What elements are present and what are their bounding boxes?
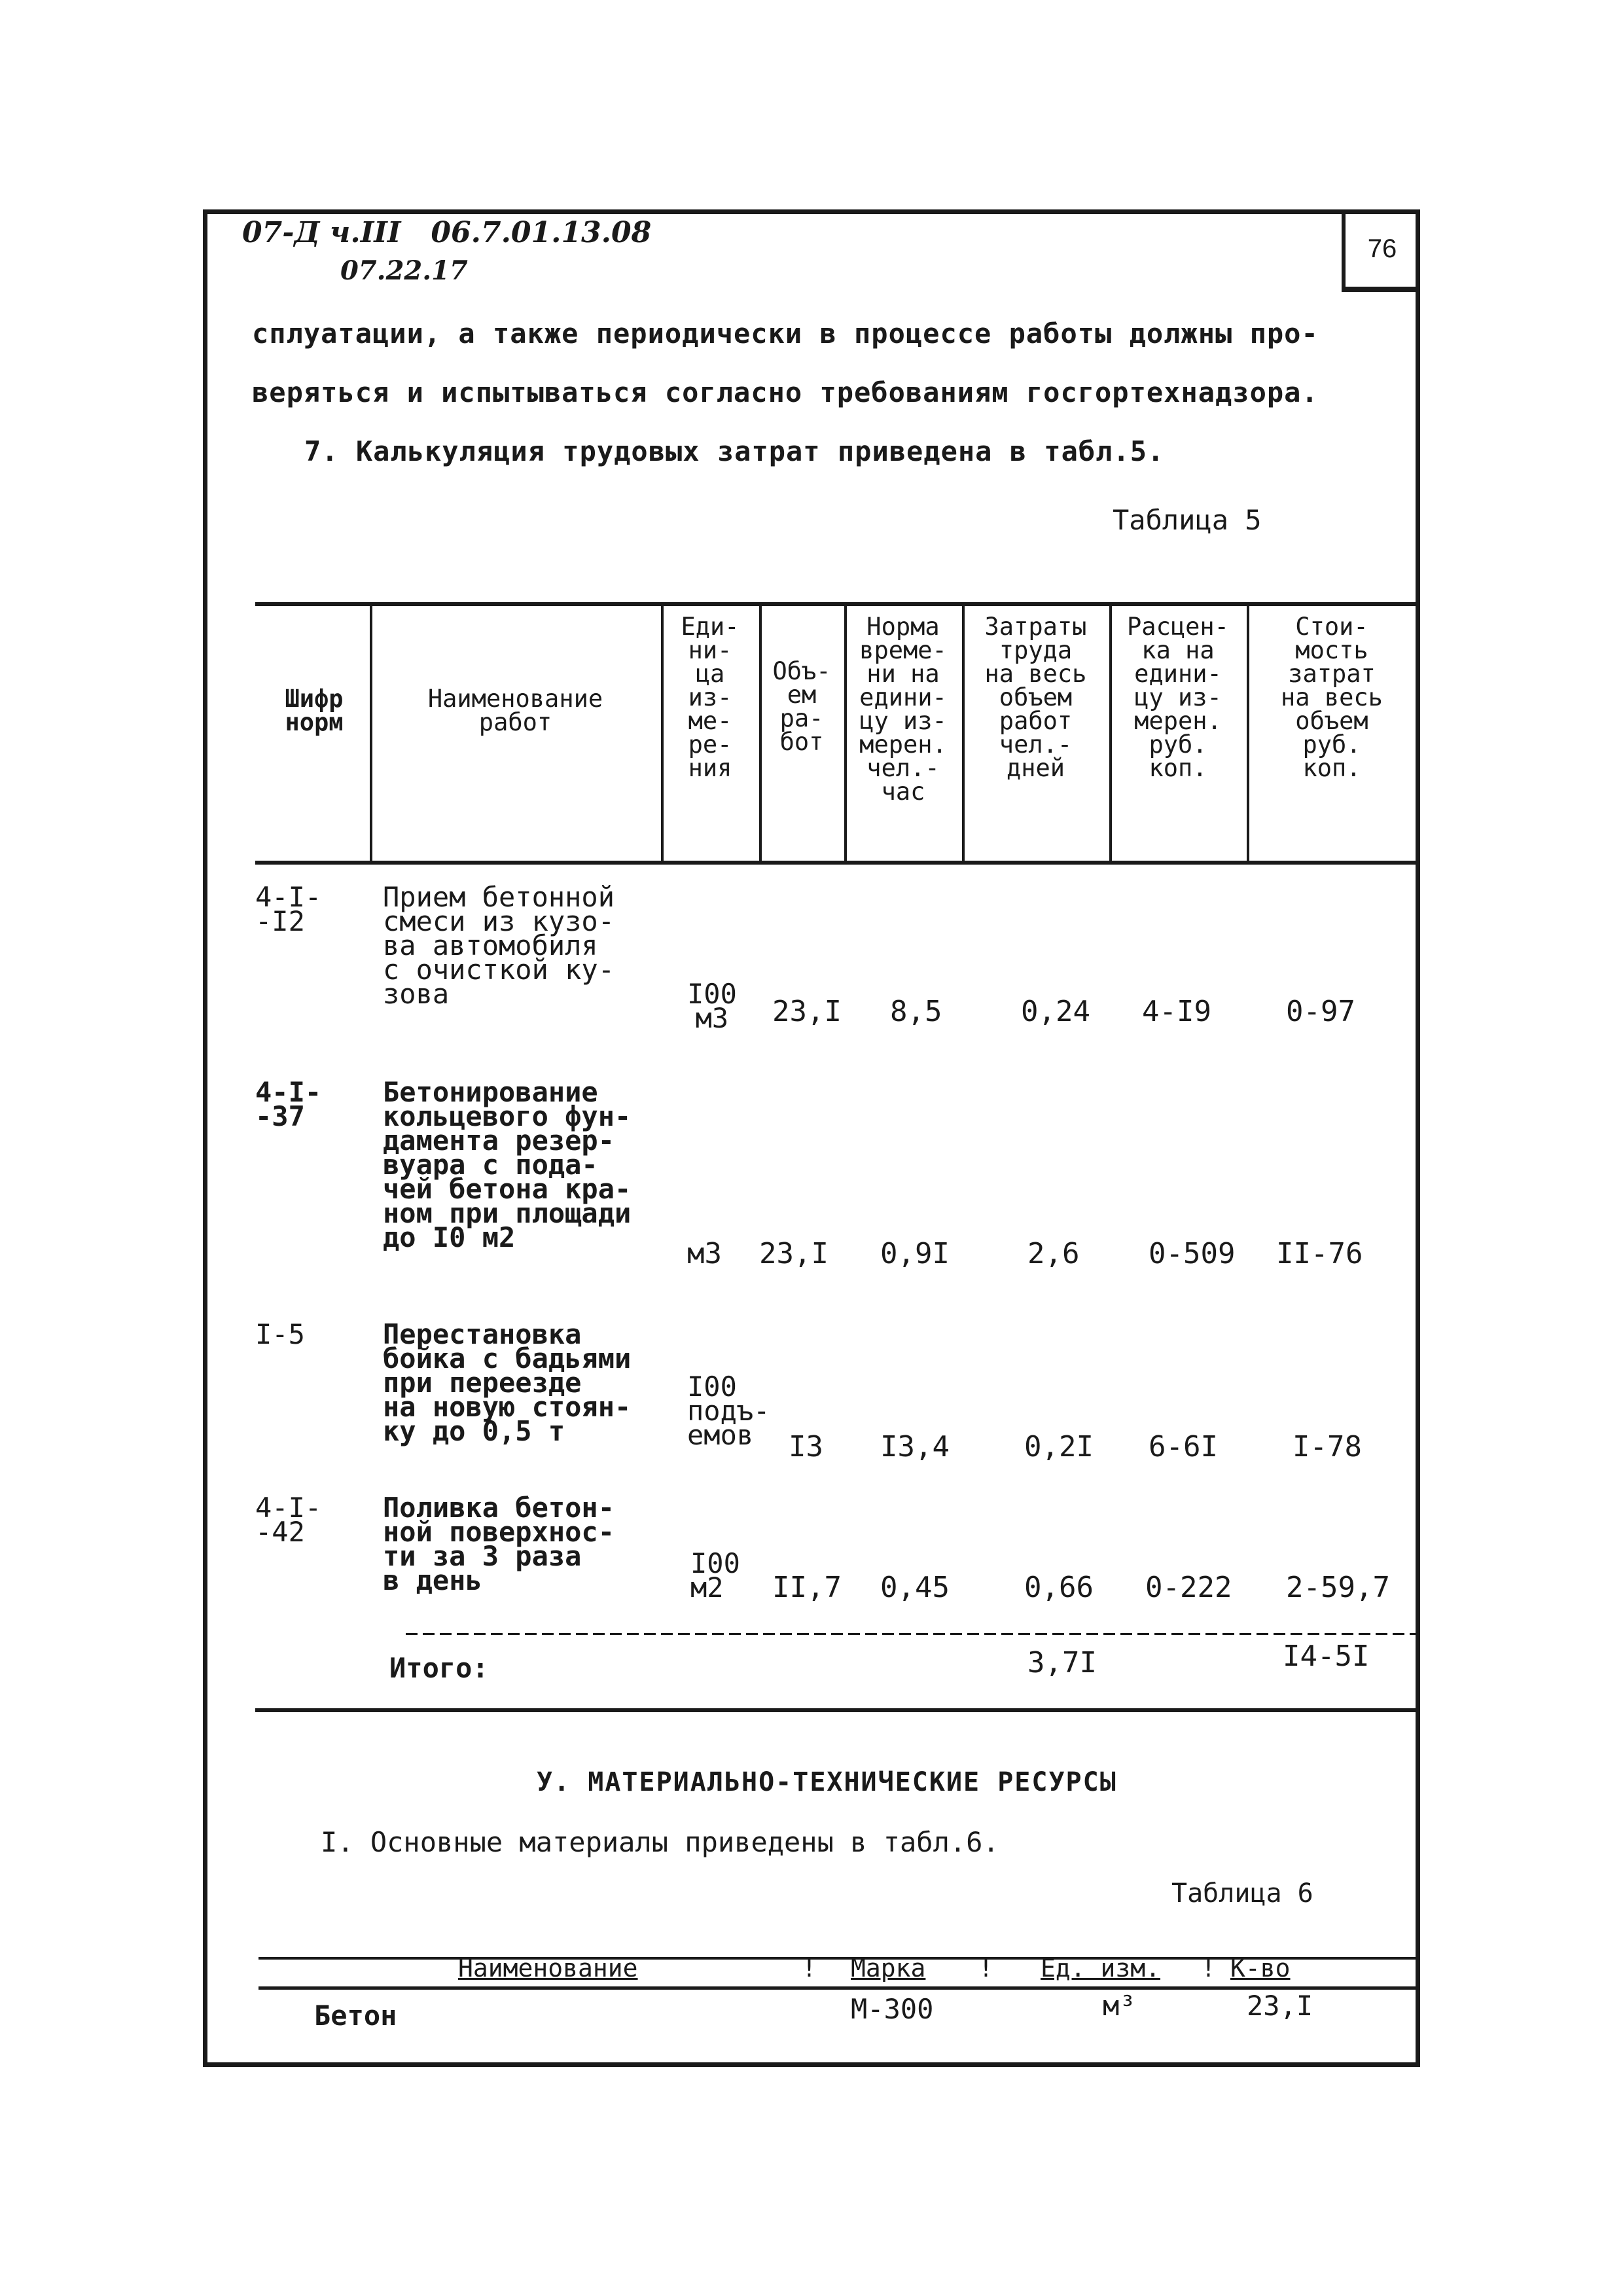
table6-cell-qty: 23,I bbox=[1247, 1990, 1313, 2022]
cell-norm: 0,45 bbox=[880, 1571, 950, 1604]
table5-caption: Таблица 5 bbox=[1113, 504, 1262, 536]
column-header-name: Наименование работ bbox=[427, 685, 603, 736]
cell-volume: 23,I bbox=[772, 995, 842, 1028]
paragraph-line-1: сплуатации, а также периодически в процессе работы должны про- bbox=[252, 317, 1319, 350]
cell-rate: 4-I9 bbox=[1142, 995, 1211, 1028]
cell-name: Перестановка бойка с бадьями при переезде на новую стоян- ку до 0,5 т bbox=[383, 1318, 632, 1447]
cell-unit: I00 м2 bbox=[690, 1547, 740, 1604]
table6-header-unit: Ед. изм. bbox=[1041, 1954, 1161, 1982]
column-header-volume: Объ- ем ра- бот bbox=[772, 657, 831, 756]
column-header-labor: Затраты труда на весь объем работ чел.- дней bbox=[984, 613, 1087, 782]
section-title: У. МАТЕРИАЛЬНО-ТЕХНИЧЕСКИЕ РЕСУРСЫ bbox=[537, 1767, 1117, 1797]
cell-unit: м3 bbox=[687, 1237, 722, 1270]
cell-cost: I-78 bbox=[1293, 1430, 1362, 1463]
document-code-secondary: 07.22.17 bbox=[340, 255, 468, 286]
page-number: 76 bbox=[1342, 211, 1419, 292]
cell-norm: I3,4 bbox=[880, 1430, 950, 1463]
cell-volume: II,7 bbox=[772, 1571, 842, 1604]
paragraph-line-3: 7. Калькуляция трудовых затрат приведена в табл.5. bbox=[304, 435, 1165, 467]
paragraph-line-2: веряться и испытываться согласно требованиям госгортехнадзора. bbox=[252, 376, 1319, 408]
section-item-1: I. Основные материалы приведены в табл.6. bbox=[321, 1826, 999, 1858]
total-labor: 3,7I bbox=[1027, 1646, 1097, 1679]
document-code: 07-Д ч.III 06.7.01.13.08 bbox=[242, 216, 652, 249]
column-header-unit: Еди- ни- ца из- ме- ре- ния bbox=[681, 613, 740, 782]
table6-cell-unit: м³ bbox=[1103, 1990, 1136, 2022]
cell-unit: I00 м3 bbox=[687, 978, 737, 1034]
column-header-norm: Норма време- ни на едини- цу из- мерен. чел.- час bbox=[859, 613, 947, 806]
cell-code: 4-I- -37 bbox=[255, 1076, 322, 1132]
cell-code: 4-I- -42 bbox=[255, 1492, 322, 1548]
table6-cell-name: Бетон bbox=[314, 2000, 397, 2032]
table6-cell-mark: М-300 bbox=[851, 1993, 934, 2025]
total-label: Итого: bbox=[389, 1652, 489, 1684]
cell-name: Прием бетонной смеси из кузо- ва автомобиля с очисткой ку- зова bbox=[383, 881, 615, 1010]
column-header-rate: Расцен- ка на едини- цу из- мерен. руб. коп. bbox=[1127, 613, 1229, 782]
cell-rate: 0-509 bbox=[1149, 1237, 1236, 1270]
cell-labor: 0,24 bbox=[1021, 995, 1090, 1028]
cell-code: 4-I- -I2 bbox=[255, 881, 322, 937]
table6-header-name: Наименование bbox=[458, 1954, 638, 1982]
column-header-cost: Стои- мость затрат на весь объем руб. коп. bbox=[1281, 613, 1383, 782]
cell-volume: I3 bbox=[789, 1430, 823, 1463]
cell-cost: 2-59,7 bbox=[1286, 1571, 1390, 1604]
cell-labor: 0,2I bbox=[1024, 1430, 1094, 1463]
cell-cost: II-76 bbox=[1276, 1237, 1363, 1270]
cell-norm: 8,5 bbox=[890, 995, 942, 1028]
cell-rate: 6-6I bbox=[1149, 1430, 1218, 1463]
cell-labor: 2,6 bbox=[1027, 1237, 1080, 1270]
cell-cost: 0-97 bbox=[1286, 995, 1355, 1028]
cell-volume: 23,I bbox=[759, 1237, 829, 1270]
cell-norm: 0,9I bbox=[880, 1237, 950, 1270]
table6-header-qty: К-во bbox=[1230, 1954, 1291, 1982]
table6-caption: Таблица 6 bbox=[1171, 1878, 1313, 1909]
cell-code: I-5 bbox=[255, 1318, 305, 1350]
total-cost: I4-5I bbox=[1283, 1640, 1370, 1673]
cell-labor: 0,66 bbox=[1024, 1571, 1094, 1604]
table6-header-mark: Марка bbox=[851, 1954, 926, 1982]
cell-rate: 0-222 bbox=[1145, 1571, 1232, 1604]
cell-name: Поливка бетон- ной поверхнос- ти за 3 раза в день bbox=[383, 1492, 615, 1596]
cell-name: Бетонирование кольцевого фун- дамента резер- вуара с пода- чей бетона кра- ном при площади до I0 м2 bbox=[383, 1076, 632, 1253]
column-header-code: Шифр норм bbox=[285, 685, 344, 736]
cell-unit: I00 подъ- емов bbox=[687, 1371, 770, 1451]
